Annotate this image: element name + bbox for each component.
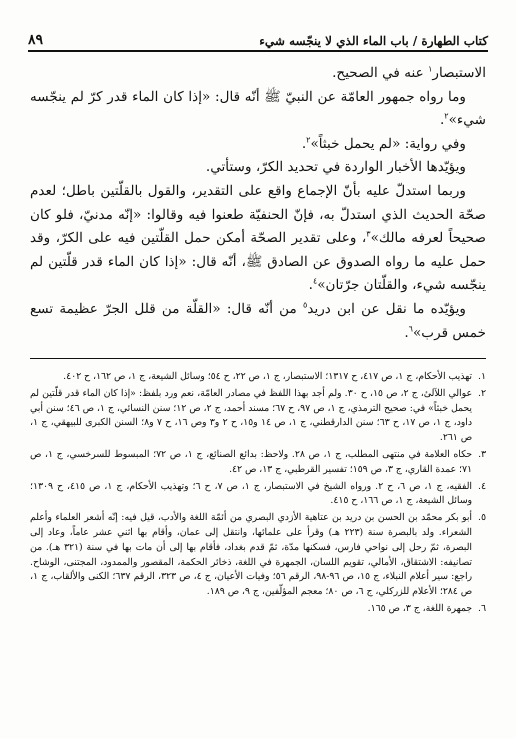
paragraph-6: ويؤيّده ما نقل عن ابن دريد$^٥$ من أنّه قال: «القلّة من قلل الجرّ عظيمة تسع خمس قرب»$^٦$. xyxy=(30,300,486,341)
footnote-text: أبو بكر محمّد بن الحسن بن دريد بن عتاهية الأزدي البصري من أئمّة اللغة والأدب، قيل فيه: إنّه أشعر العلماء وأعلم الشعراء. ولد بالبصرة سنة (٢٢٣ هـ) وقرأ على علمائها، وانتقل إلى عمان، وأقام بها اثني عشر عاماً، وعاد إلى البصرة، ثمّ رحل إلى نواحي فارس، فسكنها مدّة، ثمّ قدم بغداد، فأقام بها إلى أن مات بها في سنة (٣٢١ هـ). من تصانيفه: الاشتقاق، الأمالي، تقويم اللسان، الجمهرة في اللغة، ذخائر الحكمة، المقصور والممدود، المجتنى، الوشاح. راجع: سير أعلام النبلاء، ج ١٥، ص ٩٦-٩٨، الرقم ٥٦؛ وفيات الأعيان، ج ٤، ص ٣٢٣، الرقم ٦٣٧؛ الكنى والألقاب، ج ١، ص ٢٨٤؛ الأعلام للزركلي، ج ٦، ص ٨٠؛ معجم المؤلّفين، ج ٩، ص ١٨٩. xyxy=(30,512,473,598)
footnotes xyxy=(30,370,486,619)
paragraph-text: . xyxy=(301,135,307,152)
footnote-mark: ٤ xyxy=(312,276,318,286)
paragraph-3 xyxy=(30,133,486,157)
paragraph-4 xyxy=(30,156,486,180)
paragraph-text: . xyxy=(439,112,445,129)
main-text xyxy=(30,62,486,345)
footnote-text: جمهرة اللغة، ج ٣، ص ١٦٥. xyxy=(367,602,472,614)
footnote-mark: ٢ xyxy=(444,111,449,121)
paragraph-text: ويؤيّده ما نقل عن ابن دريد xyxy=(307,300,466,317)
paragraph-1 xyxy=(30,62,486,86)
running-title: كتاب الطهارة / باب الماء الذي لا ينجّسه شيء xyxy=(259,34,488,48)
footnote-text: الفقيه، ج ١، ص ٦، ح ٢. ورواه الشيخ في الاستبصار، ج ١، ص ٧، ح ٦؛ وتهذيب الأحكام، ج ١، ص ٤١٥، ح ١٣٠٩؛ وسائل الشيعة، ج ١، ص ١٦٦، ح ٤١٥. xyxy=(30,480,472,507)
footnote-4 xyxy=(30,480,486,510)
footnote-separator xyxy=(30,358,486,359)
paragraph-5: وربما استدلّ عليه بأنّ الإجماع واقع على التقدير، والقول بالقلّتين باطل؛ لعدم صحّة الحديث الذي استدلّ به، فإنّ الحنفيّة طعنوا فيه وقالوا: «إنّه مدنيّ، فلو كان صحيحاً لعرفه مالك»$^٣$، وعلى تقدير الصحّة أمكن حمل القلّتين فيه على الكرّ، وقد حمل عليه ما رواه الصدوق عن الصادق ﷺ، أنّه قال: «إذا كان الماء قدر قلّتين لم ينجّسه شيء، والقلّتان جرّتان»$^٤$. xyxy=(30,182,486,294)
paragraph-text: وفي رواية: «لم يحمل خبثاً» xyxy=(310,135,466,152)
footnote-5 xyxy=(30,511,486,600)
footnote-text: عوالي اللآلئ، ج ٢، ص ١٥، ح ٣٠. ولم أجد بهذا اللفظ في مصادر العامّة، نعم ورد بلفظ: «إذا كان الماء قدر قلّتين لم يحمل خبثاً» في: صحيح الترمذي، ج ١، ص ٩٧، ح ٦٧؛ مسند أحمد، ج ٢، ص ١٢؛ سنن النسائي، ج ١، ص ٤٦؛ سنن أبي داود، ج ١، ص ١٧، ح ٦٣؛ سنن الدارقطني، ج ١، ص ١٤ و١٥، ح ٢ و٣ وص ١٦، ح ٧ و٨؛ السنن الكبرى للبيهقي، ج ١، ص ٢٦١. xyxy=(30,387,473,444)
page-number: ٨٩ xyxy=(28,32,44,48)
footnote-mark: ٦ xyxy=(408,324,413,333)
paragraph-text: ويؤيّدها الأخبار الواردة في تحديد الكرّ، وستأتي. xyxy=(205,159,466,176)
footnote-1 xyxy=(30,370,486,385)
footnote-mark: ٥ xyxy=(303,300,308,310)
footnote-mark: ١ xyxy=(428,64,433,74)
footnote-number: ٣. xyxy=(478,448,487,460)
footnote-number: ٥. xyxy=(478,512,486,524)
paragraph-text: وربما استدلّ عليه بأنّ الإجماع واقع على التقدير، والقول بالقلّتين باطل؛ لعدم صحّة الحديث الذي استدلّ به، فإنّ الحنفيّة طعنوا فيه وقالوا: «إنّه مدنيّ، فلو كان صحيحاً لعرفه مالك» xyxy=(30,182,486,247)
footnote-3 xyxy=(30,448,486,478)
footnote-text: تهذيب الأحكام، ج ١، ص ٤١٧، ح ١٣١٧؛ الاستبصار، ج ١، ص ٢٢، ح ٥٤؛ وسائل الشيعة، ج ١، ص ١٦٢، ح ٤٠٢. xyxy=(63,371,472,382)
paragraph-text: من أنّه قال: «القلّة من قلل الجرّ عظيمة تسع خمس قرب» xyxy=(30,300,486,341)
footnote-number: ١. xyxy=(478,371,486,382)
footnote-text: حكاه العلامة في منتهى المطلب، ج ١، ص ٢٨. ولاحظ: بدائع الصنائع، ج ١، ص ٧٢؛ المبسوط للسرخسي، ج ١، ص ٧١؛ عمدة القاري، ج ٣، ص ١٥٩؛ تفسير القرطبي، ج ١٣، ص ٤٢. xyxy=(30,448,473,475)
footnote-6 xyxy=(30,602,486,617)
footnote-mark: ٣ xyxy=(366,229,371,239)
paragraph-2 xyxy=(30,86,486,133)
footnote-2 xyxy=(30,387,486,446)
footnote-number: ٤. xyxy=(478,480,486,492)
page-header xyxy=(28,22,488,48)
footnote-number: ٢. xyxy=(478,387,486,399)
header-rule xyxy=(28,50,488,52)
paragraph-text: عنه في الصحيح. xyxy=(332,65,429,81)
footnote-mark: ٢ xyxy=(306,135,311,145)
paragraph-text: الاستبصار xyxy=(432,65,486,81)
paragraph-text: ، وعلى تقدير الصحّة أمكن حمل القلّتين فيه على الكرّ، وقد حمل عليه ما رواه الصدوق عن الصادق ﷺ، أنّه قال: «إذا كان الماء قدر قلّتين لم ينجّسه شيء، والقلّتان جرّتان» xyxy=(30,230,486,294)
paragraph-text: وما رواه جمهور العامّة عن النبيّ ﷺ أنّه قال: «إذا كان الماء قدر كرّ لم ينجّسه شيء» xyxy=(30,88,486,129)
footnote-number: ٦. xyxy=(478,602,486,614)
